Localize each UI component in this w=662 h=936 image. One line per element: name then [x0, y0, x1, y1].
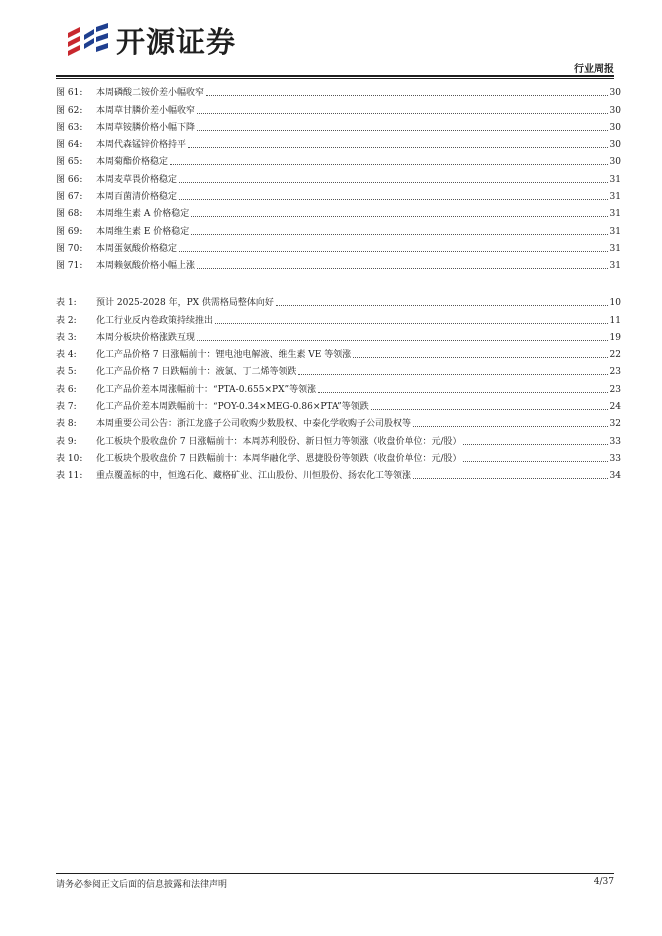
footer-divider	[56, 873, 614, 874]
table-entry-page: 32	[609, 419, 621, 430]
figure-entry[interactable]	[56, 186, 621, 203]
table-entry[interactable]	[56, 361, 621, 378]
figure-entry-title: 本周维生素 A 价格稳定	[96, 209, 190, 220]
figure-entry-page: 30	[609, 88, 621, 99]
figure-entry-label: 图 61:	[56, 88, 83, 99]
figure-entry-label: 图 66:	[56, 174, 83, 185]
figure-entry-page: 31	[609, 243, 621, 254]
table-entry-label: 表 1:	[56, 298, 77, 309]
figure-entry[interactable]	[56, 203, 621, 220]
figure-entry-leader-dots	[188, 147, 608, 148]
figure-entry-leader-dots	[191, 234, 607, 235]
figure-entry-title: 本周蛋氨酸价格稳定	[96, 243, 178, 254]
figure-entry-leader-dots	[191, 216, 607, 217]
figure-entry[interactable]	[56, 220, 621, 237]
table-entry-label: 表 7:	[56, 402, 77, 413]
table-entry[interactable]	[56, 465, 621, 482]
table-entry-title: 化工产品价差本周跌幅前十：“POY-0.34×MEG-0.86×PTA”等领跌	[96, 402, 369, 413]
table-entry[interactable]	[56, 413, 621, 430]
figure-entry-label: 图 70:	[56, 243, 83, 254]
figure-entry-leader-dots	[179, 199, 608, 200]
table-entry-leader-dots	[276, 305, 608, 306]
figure-entry-page: 31	[609, 192, 621, 203]
table-entry-leader-dots	[413, 478, 608, 479]
table-entry-page: 33	[609, 436, 621, 447]
table-entry-label: 表 9:	[56, 436, 77, 447]
figure-entry-page: 31	[609, 174, 621, 185]
company-logo	[66, 20, 236, 61]
table-entry-title: 化工行业反内卷政策持续推出	[96, 315, 214, 326]
table-entry-title: 化工产品价差本周涨幅前十：“PTA-0.655×PX”等领涨	[96, 384, 317, 395]
figure-entry-title: 本周磷酸二铵价差小幅收窄	[96, 88, 205, 99]
table-entry-title: 化工产品价格 7 日跌幅前十：液氯、丁二烯等领跌	[96, 367, 297, 378]
table-entry-leader-dots	[463, 444, 607, 445]
figure-entry-page: 30	[609, 122, 621, 133]
table-entry[interactable]	[56, 309, 621, 326]
table-entry-label: 表 6:	[56, 384, 77, 395]
table-entry-label: 表 3:	[56, 332, 77, 343]
figure-entry-label: 图 68:	[56, 209, 83, 220]
figure-entry-leader-dots	[197, 130, 608, 131]
table-entry-leader-dots	[413, 426, 608, 427]
figure-entry-page: 30	[609, 140, 621, 151]
table-entry[interactable]	[56, 292, 621, 309]
figure-entry[interactable]	[56, 255, 621, 272]
table-index-list	[56, 292, 621, 482]
figure-entry-page: 31	[609, 226, 621, 237]
table-entry-page: 19	[609, 332, 621, 343]
header-divider-thin	[56, 78, 614, 79]
table-entry[interactable]	[56, 448, 621, 465]
table-entry-label: 表 5:	[56, 367, 77, 378]
figure-entry-label: 图 62:	[56, 105, 83, 116]
figure-entry[interactable]	[56, 117, 621, 134]
figure-entry-page: 31	[609, 209, 621, 220]
table-entry-label: 表 10:	[56, 453, 83, 464]
table-entry-leader-dots	[197, 340, 608, 341]
table-entry-label: 表 8:	[56, 419, 77, 430]
figure-entry-title: 本周赖氨酸价格小幅上涨	[96, 261, 196, 272]
footer-disclaimer: 请务必参阅正文后面的信息披露和法律声明	[56, 880, 228, 890]
table-entry-page: 22	[609, 350, 621, 361]
table-entry-leader-dots	[298, 374, 607, 375]
table-entry-label: 表 2:	[56, 315, 77, 326]
figure-entry-title: 本周草甘膦价差小幅收窄	[96, 105, 196, 116]
header-divider	[56, 75, 614, 77]
table-entry-leader-dots	[318, 392, 607, 393]
figure-entry-page: 31	[609, 261, 621, 272]
logo-mark-icon	[66, 23, 110, 59]
figure-entry[interactable]	[56, 82, 621, 99]
table-entry[interactable]	[56, 396, 621, 413]
table-entry-leader-dots	[371, 409, 608, 410]
figure-entry-label: 图 64:	[56, 140, 83, 151]
figure-entry-leader-dots	[197, 268, 608, 269]
figure-entry[interactable]	[56, 168, 621, 185]
table-entry-label: 表 11:	[56, 471, 83, 482]
figure-entry-label: 图 65:	[56, 157, 83, 168]
table-entry-title: 重点覆盖标的中，恒逸石化、藏格矿业、江山股份、川恒股份、扬农化工等领涨	[96, 471, 412, 482]
figure-entry-leader-dots	[197, 113, 608, 114]
figure-entry-title: 本周麦草畏价格稳定	[96, 174, 178, 185]
figure-entry-page: 30	[609, 105, 621, 116]
table-entry-title: 化工产品价格 7 日涨幅前十：锂电池电解液、维生素 VE 等领涨	[96, 350, 352, 361]
figure-entry-page: 30	[609, 157, 621, 168]
table-entry[interactable]	[56, 430, 621, 447]
table-entry[interactable]	[56, 378, 621, 395]
figure-entry-leader-dots	[170, 164, 608, 165]
figure-entry-title: 本周维生素 E 价格稳定	[96, 226, 190, 237]
table-entry-page: 33	[609, 453, 621, 464]
report-type-label: 行业周报	[574, 64, 614, 75]
figure-entry-label: 图 63:	[56, 122, 83, 133]
table-entry-title: 本周分板块价格涨跌互现	[96, 332, 196, 343]
figure-entry-title: 本周菊酯价格稳定	[96, 157, 169, 168]
table-entry-leader-dots	[215, 323, 608, 324]
table-entry-page: 34	[609, 471, 621, 482]
figure-entry-leader-dots	[179, 182, 608, 183]
figure-entry-leader-dots	[206, 95, 608, 96]
figure-entry[interactable]	[56, 134, 621, 151]
figure-entry-label: 图 67:	[56, 192, 83, 203]
table-entry-page: 23	[609, 384, 621, 395]
table-entry-page: 11	[609, 315, 621, 326]
figure-entry-title: 本周草铵膦价格小幅下降	[96, 122, 196, 133]
table-entry-title: 预计 2025-2028 年，PX 供需格局整体向好	[96, 298, 274, 309]
table-entry-page: 23	[609, 367, 621, 378]
table-entry-page: 10	[609, 298, 621, 309]
figure-entry-leader-dots	[179, 251, 608, 252]
figure-entry[interactable]	[56, 151, 621, 168]
figure-entry-label: 图 71:	[56, 261, 83, 272]
table-entry-leader-dots	[353, 357, 607, 358]
figure-entry[interactable]	[56, 99, 621, 116]
table-entry-title: 化工板块个股收盘价 7 日涨幅前十：本周苏利股份、新日恒力等领涨（收盘价单位：元/股）	[96, 436, 462, 447]
figure-entry[interactable]	[56, 238, 621, 255]
footer-page-number: 4/37	[593, 877, 614, 887]
figure-entry-label: 图 69:	[56, 226, 83, 237]
table-entry-label: 表 4:	[56, 350, 77, 361]
figure-index-list	[56, 82, 621, 272]
table-entry-title: 化工板块个股收盘价 7 日跌幅前十：本周华融化学、恩捷股份等领跌（收盘价单位：元/股）	[96, 453, 462, 464]
figure-entry-title: 本周代森锰锌价格持平	[96, 140, 187, 151]
logo-text: 开源证券	[116, 25, 237, 59]
table-entry-page: 24	[609, 402, 621, 413]
table-entry[interactable]	[56, 344, 621, 361]
page-header	[0, 0, 662, 80]
table-entry-leader-dots	[463, 461, 607, 462]
figure-entry-title: 本周百菌清价格稳定	[96, 192, 178, 203]
table-entry[interactable]	[56, 327, 621, 344]
table-entry-title: 本周重要公司公告：浙江龙盛子公司收购少数股权、中泰化学收购子公司股权等	[96, 419, 412, 430]
